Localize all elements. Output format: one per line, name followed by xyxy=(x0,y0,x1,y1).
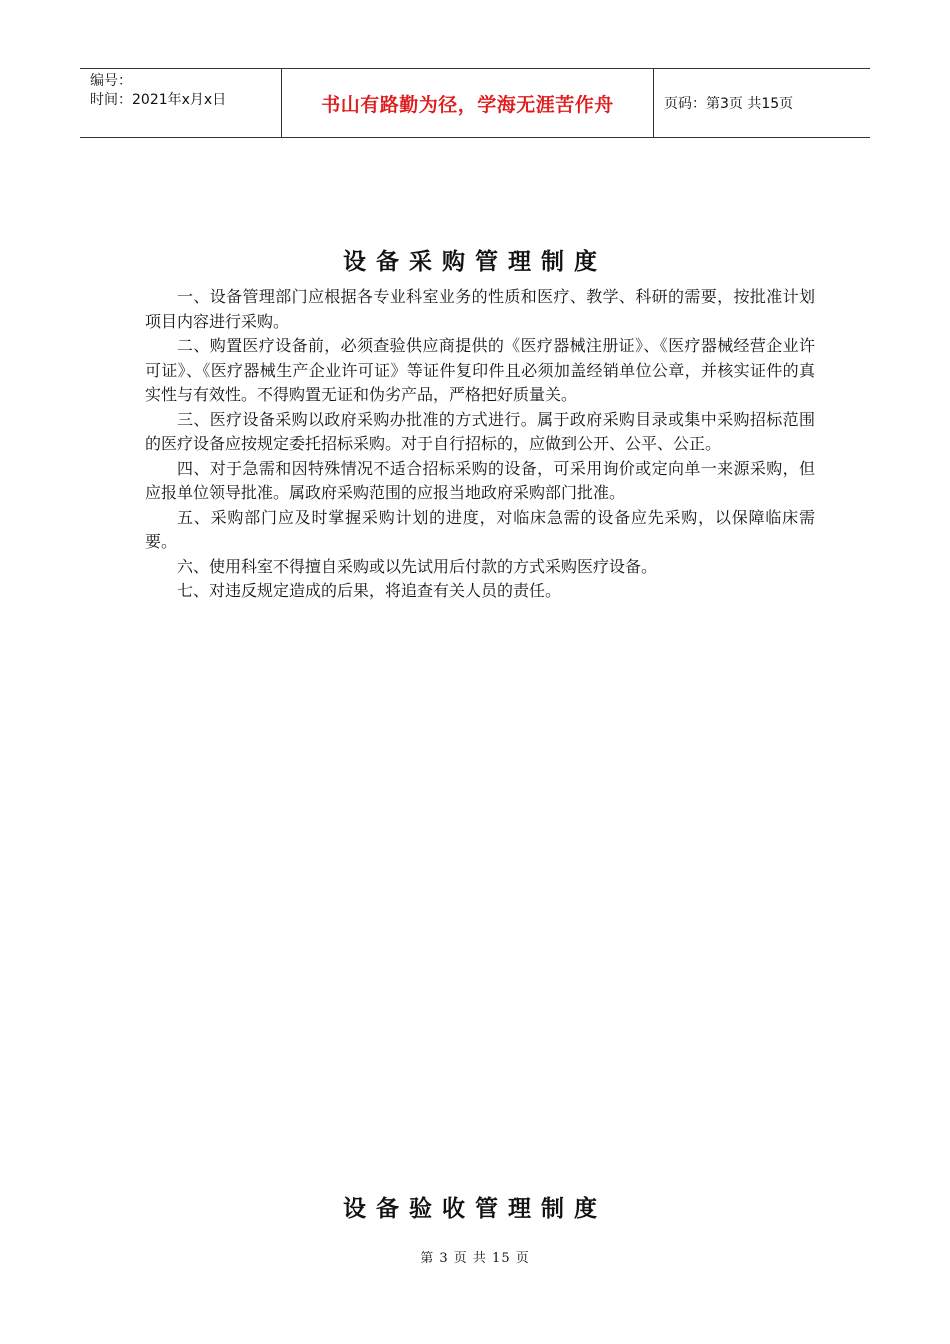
document-number-label: 编号： xyxy=(90,73,132,89)
header-page-number: 页码：第3页 共15页 xyxy=(664,96,794,112)
paragraph: 六、使用科室不得擅自采购或以先试用后付款的方式采购医疗设备。 xyxy=(177,556,658,576)
paragraph: 五、采购部门应及时掌握采购计划的进度，对临床急需的设备应先采购，以保障临床需要。 xyxy=(145,507,815,551)
paragraph: 三、医疗设备采购以政府采购办批准的方式进行。属于政府采购目录或集中采购招标范围的医疗设备应按规定委托招标采购。对于自行招标的，应做到公开、公平、公正。 xyxy=(145,409,815,453)
paragraph: 七、对违反规定造成的后果，将追查有关人员的责任。 xyxy=(177,581,562,600)
paragraph: 二、购置医疗设备前，必须查验供应商提供的《医疗器械注册证》、《医疗器械经营企业许可证》、《医疗器械生产企业许可证》等证件复印件且必须加盖经销单位公章，并核实证件的真实性与有效性。不得购置无证和伪劣产品，严格把好质量关。 xyxy=(145,336,815,404)
paragraph: 四、对于急需和因特殊情况不适合招标采购的设备，可采用询价或定向单一来源采购，但应报单位领导批准。属政府采购范围的应报当地政府采购部门批准。 xyxy=(145,458,815,502)
page-footer: 第 3 页 共 15 页 xyxy=(420,1251,530,1266)
section-title-acceptance: 设备验收管理制度 xyxy=(343,1196,607,1222)
header-table xyxy=(80,68,870,138)
header-meta-cell xyxy=(80,69,282,137)
section-body-procurement xyxy=(145,285,815,604)
header-motto: 书山有路勤为径，学海无涯苦作舟 xyxy=(282,69,654,137)
document-date: 时间：2021年x月x日 xyxy=(90,92,227,108)
section-title-procurement: 设备采购管理制度 xyxy=(343,249,607,275)
paragraph: 一、设备管理部门应根据各专业科室业务的性质和医疗、教学、科研的需要，按批准计划项目内容进行采购。 xyxy=(145,287,815,331)
